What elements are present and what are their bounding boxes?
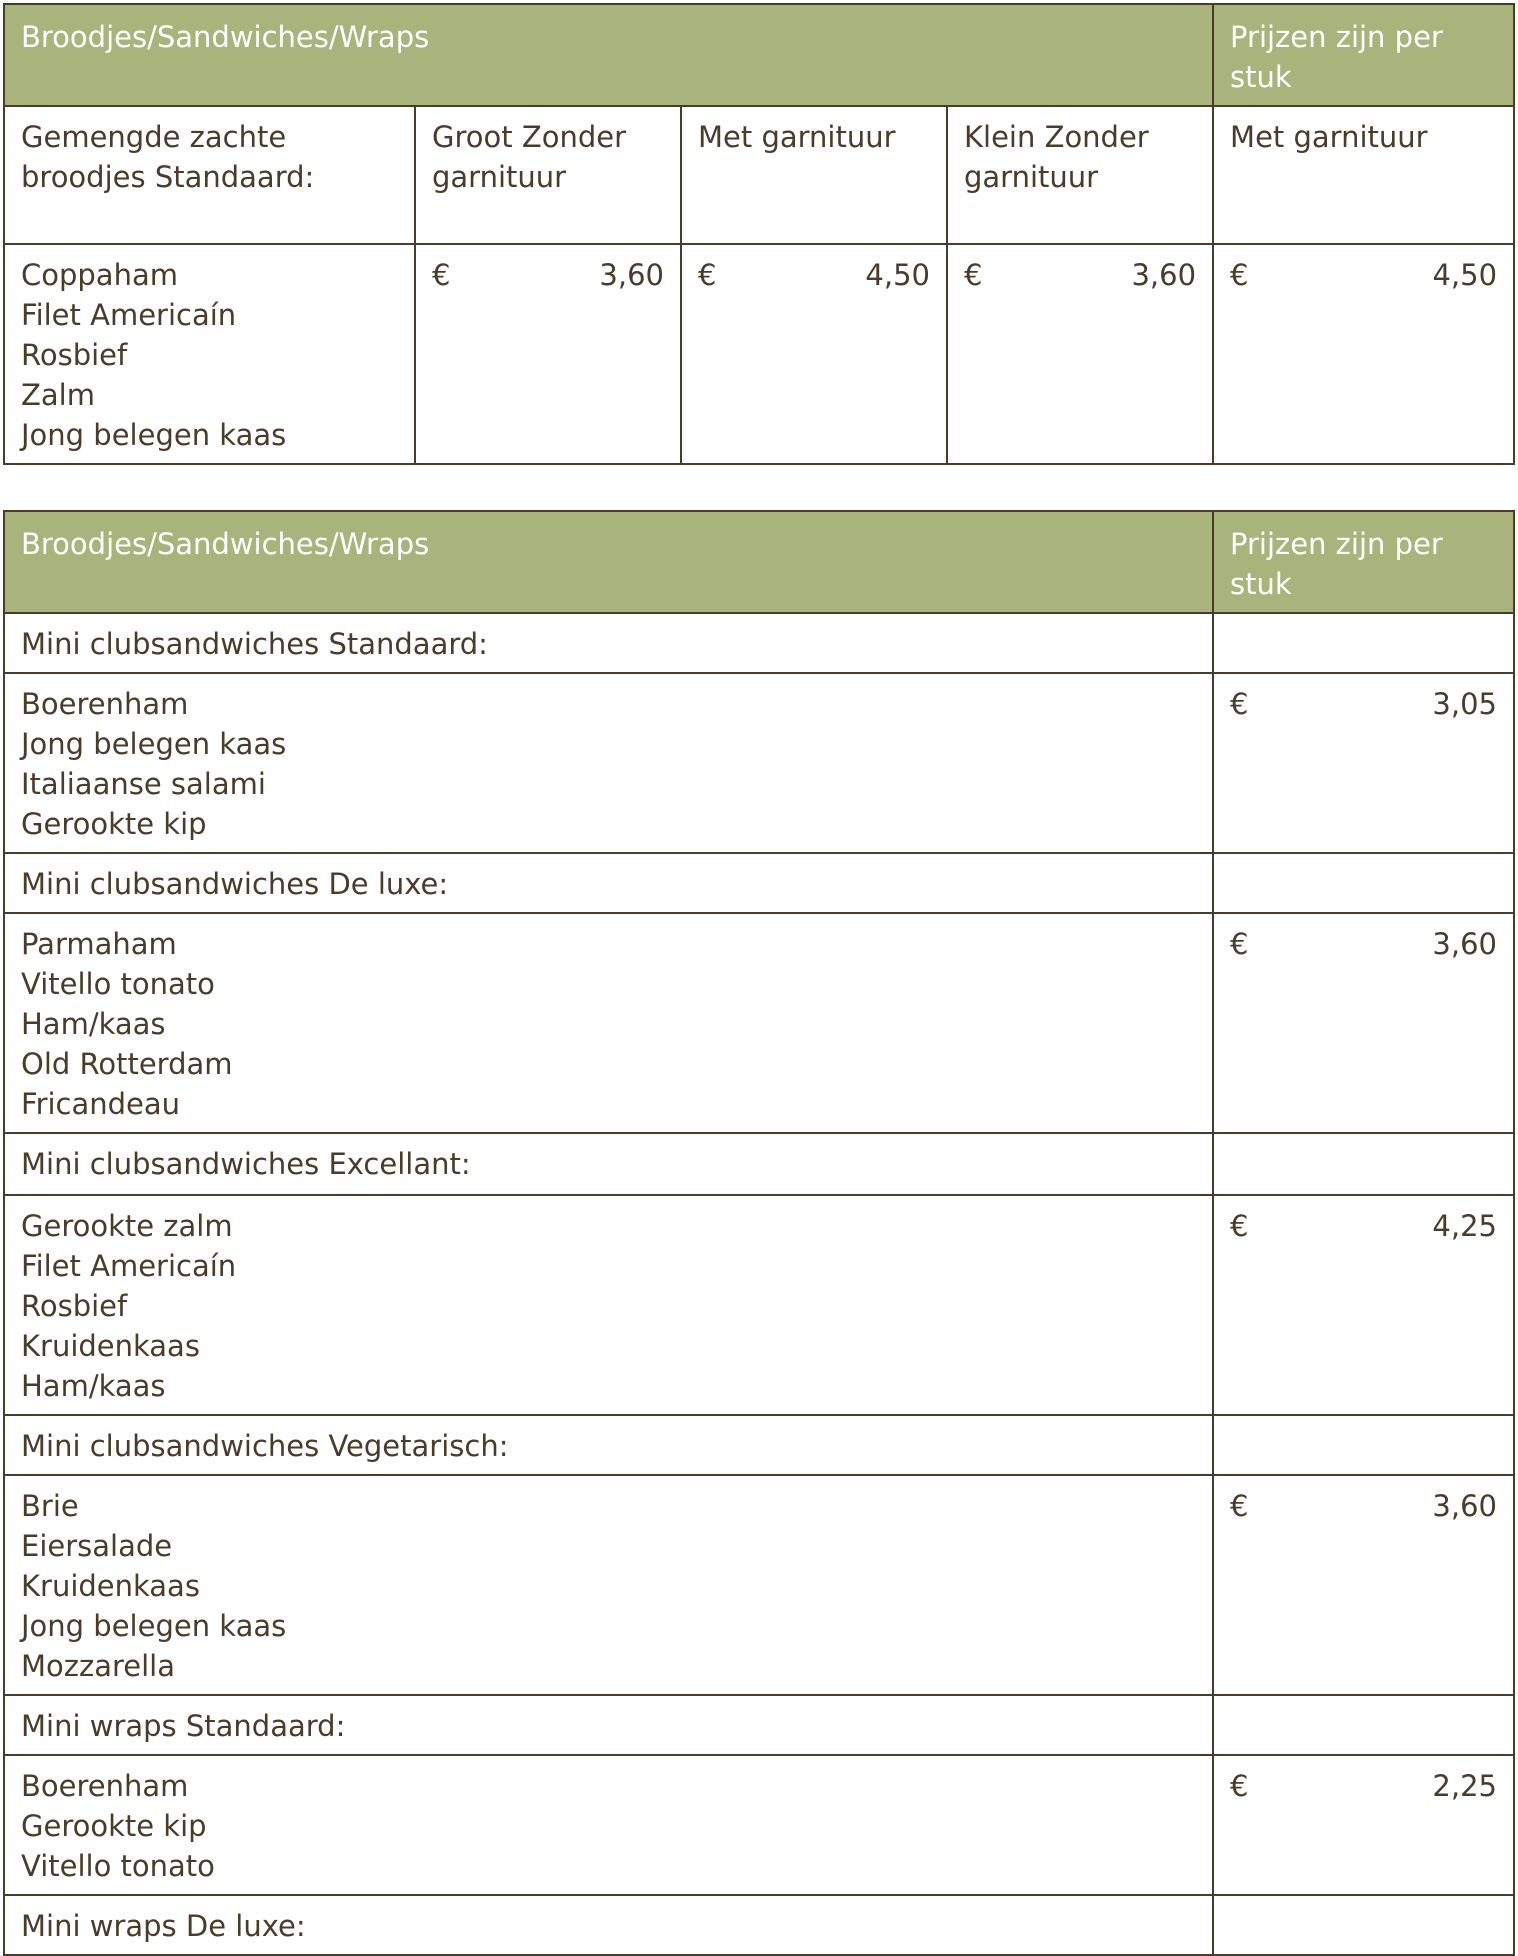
list-item: Italiaanse salami [21,767,266,801]
list-item: Boerenham [21,1769,189,1803]
table1-subheader-col5: Met garnituur [1213,106,1514,244]
euro-sign: € [1230,1209,1249,1243]
euro-sign: € [1230,687,1249,721]
list-item: Coppaham [21,258,178,292]
section-items [4,673,1213,853]
table1-subheader-col1: Gemengde zachte broodjes Standaard: [4,106,415,244]
price-amount: 4,50 [865,258,930,292]
price-amount: 4,50 [1432,258,1498,292]
price-amount: 3,60 [1432,1489,1497,1523]
empty-cell [1213,1695,1514,1755]
section-title: Mini clubsandwiches Vegetarisch: [4,1415,1213,1475]
sandwich-price-table-1 [3,3,1515,465]
price-cell [1213,1475,1514,1695]
list-item: Ham/kaas [21,1007,166,1041]
list-item: Rosbief [21,338,128,372]
price-cell [1213,1755,1514,1895]
euro-sign: € [432,258,451,292]
table1-header-price-note: Prijzen zijn per stuk [1213,4,1514,106]
list-item: Eiersalade [21,1529,173,1563]
euro-sign: € [1230,1769,1249,1803]
list-item: Filet Americaín [21,298,237,332]
list-item: Gerookte zalm [21,1209,233,1243]
section-title: Mini clubsandwiches De luxe: [4,853,1213,913]
list-item: Gerookte kip [21,1809,207,1843]
price-cell [681,244,947,464]
list-item: Gerookte kip [21,807,207,841]
list-item: Old Rotterdam [21,1047,233,1081]
list-item: Mozzarella [21,1649,175,1683]
price-cell [1213,673,1514,853]
list-item: Kruidenkaas [21,1329,200,1363]
sandwich-price-table-2 [3,510,1515,1956]
price-amount: 3,05 [1432,687,1497,721]
empty-cell [1213,853,1514,913]
table1-subheader-col4: Klein Zonder garnituur [947,106,1213,244]
section-title: Mini clubsandwiches Standaard: [4,613,1213,673]
price-cell [1213,244,1514,464]
empty-cell [1213,1895,1514,1955]
empty-cell [1213,613,1514,673]
table1-subheader-col3: Met garnituur [681,106,947,244]
price-amount: 3,60 [1432,927,1497,961]
euro-sign: € [964,258,983,292]
euro-sign: € [1230,1489,1249,1523]
table2-header-price-note: Prijzen zijn per stuk [1213,511,1514,613]
list-item: Jong belegen kaas [21,418,287,452]
list-item: Filet Americaín [21,1249,237,1283]
list-item: Fricandeau [21,1087,181,1121]
list-item: Jong belegen kaas [21,727,287,761]
list-item: Vitello tonato [21,1849,215,1883]
empty-cell [1213,1415,1514,1475]
price-amount: 4,25 [1432,1209,1497,1243]
section-items [4,913,1213,1133]
table2-header-title: Broodjes/Sandwiches/Wraps [4,511,1213,613]
section-items [4,1475,1213,1695]
price-amount: 2,25 [1432,1769,1497,1803]
price-cell [1213,913,1514,1133]
list-item: Zalm [21,378,95,412]
list-item: Jong belegen kaas [21,1609,287,1643]
list-item: Kruidenkaas [21,1569,200,1603]
section-title: Mini wraps Standaard: [4,1695,1213,1755]
price-cell [415,244,681,464]
section-title: Mini clubsandwiches Excellant: [4,1133,1213,1195]
list-item: Brie [21,1489,79,1523]
price-amount: 3,60 [599,258,664,292]
empty-cell [1213,1133,1514,1195]
section-title: Mini wraps De luxe: [4,1895,1213,1955]
price-cell [947,244,1213,464]
section-items [4,1755,1213,1895]
euro-sign: € [698,258,717,292]
section-items [4,1195,1213,1415]
list-item: Ham/kaas [21,1369,166,1403]
table1-header-title: Broodjes/Sandwiches/Wraps [4,4,1213,106]
table1-subheader-col2: Groot Zonder garnituur [415,106,681,244]
list-item: Vitello tonato [21,967,215,1001]
price-cell [1213,1195,1514,1415]
list-item: Boerenham [21,687,189,721]
table1-items [4,244,415,464]
euro-sign: € [1230,927,1249,961]
list-item: Parmaham [21,927,177,961]
list-item: Rosbief [21,1289,128,1323]
price-amount: 3,60 [1131,258,1197,292]
euro-sign: € [1230,258,1249,292]
